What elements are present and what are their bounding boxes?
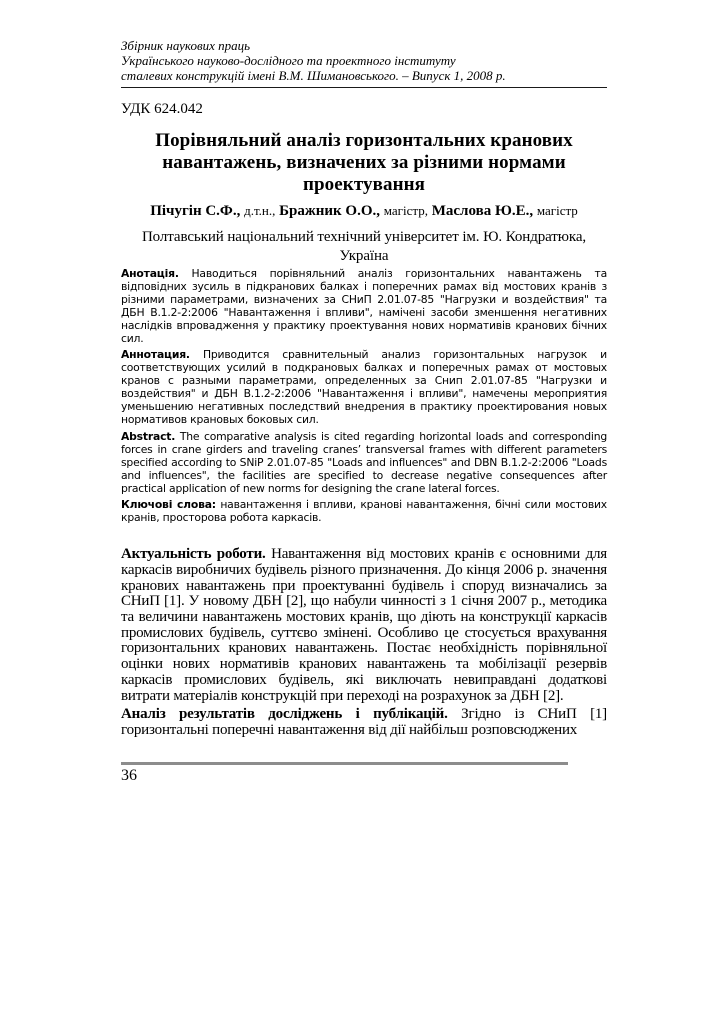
- author-degree: магістр,: [383, 203, 428, 218]
- body-paragraph-analysis-lead: Аналіз результатів досліджень і публікацій.: [121, 706, 448, 723]
- author-degree: магістр: [536, 203, 578, 218]
- abstract-ru: [121, 349, 607, 426]
- paper-title: Порівняльний аналіз горизонтальних кранових навантажень, визначених за різними нормами проектування: [155, 130, 573, 195]
- author-name: Маслова Ю.Е.,: [431, 203, 534, 219]
- abstract-ru-label: Аннотация.: [121, 348, 190, 362]
- abstract-ua-text: Наводиться порівняльний аналіз горизонтальних навантажень та відповідних зусиль в підкранових балках і поперечних рамах від мостових кранів з різними параметрами, визначених за СНиП 2.01.07-85 "Нагрузки и воздействия" та ДБН В.1.2-2:2006 "Навантаження і впливи", намічені засоби зменшення негативних наслідків впровадження у практику проектування нових нормативів кранових бічних сил.: [121, 267, 607, 345]
- affiliation: [121, 228, 607, 266]
- abstract-ru-text: Приводится сравнительный анализ горизонтальных нагрузок и соответствующих усилий в подкрановых балках и поперечных рамах от мостовых кранов с разными параметрами, определенных за Снип 2.01.07-85 "Нагрузки и воздействия" и ДБН В.1.2-2:2006 "Навантаження і впливи", намечены мероприятия уменьшению негативных последствий внедрения в практику проектирования новых нормативов крановых боковых сил.: [121, 348, 608, 426]
- body-paragraph-relevance: [121, 547, 607, 704]
- udc-code: УДК 624.042: [121, 101, 203, 117]
- body-paragraph-analysis: [121, 707, 607, 738]
- body-paragraph-analysis-text: Згідно із СНиП [1] горизонтальні поперечні навантаження від дії найбільш розповсюджених: [121, 706, 607, 738]
- abstract-en-label: Abstract.: [121, 429, 176, 443]
- body-paragraph-relevance-lead: Актуальність роботи.: [121, 546, 266, 563]
- affiliation-line-1: Полтавський національний технічний університет ім. Ю. Кондратюка,: [141, 229, 587, 245]
- journal-header-line-2: Українського науково-дослідного та проектного інституту: [121, 53, 456, 68]
- journal-header-line-1: Збірник наукових праць: [121, 38, 251, 53]
- abstract-en-text: The comparative analysis is cited regarding horizontal loads and corresponding forces in crane girders and traveling cranes’ transversal frames with different parameters specified according to SNiP 2.01.07-85 "Loads and influences" and DBN B.1.2-2:2006 "Loads and influences", the facilities are specified to decrease negative consequences after practical application of new norms for designing the crane lateral forces.: [121, 429, 607, 495]
- body-paragraph-relevance-text: Навантаження від мостових кранів є основними для каркасів виробничих будівель різного призначення. До кінця 2006 р. значення кранових навантажень при проектуванні будівель і споруд визначались за СНиП [1]. У новому ДБН [2], що набули чинності з 1 січня 2007 р., методика та величини навантажень мостових кранів, що діють на конструкції каркасів промислових будівель, суттєво змінені. Особливо це стосується врахування горизонтальних кранових навантажень. Постає необхідність порівняльної оцінки нових нормативів кранових навантажень та мобілізації резервів каркасів промислових будівель, які виключать невиправдані додаткові витрати матеріалів конструкцій при переході на розрахунок за ДБН [2].: [121, 546, 607, 704]
- authors-line: [121, 201, 607, 221]
- journal-header-line-3: сталевих конструкцій імені В.М. Шимановського. – Випуск 1, 2008 р.: [121, 68, 506, 83]
- keywords-label: Ключові слова:: [121, 498, 216, 512]
- abstract-ua-label: Анотація.: [121, 267, 179, 280]
- page-content: [121, 0, 607, 739]
- keywords-text: навантаження і впливи, кранові навантаження, бічні сили мостових кранів, просторова робота каркасів.: [121, 498, 607, 525]
- author-degree: д.т.н.,: [244, 203, 276, 218]
- journal-header: [121, 38, 607, 88]
- keywords: [121, 499, 607, 525]
- abstract-en: [121, 431, 607, 496]
- affiliation-line-2: Україна: [339, 248, 389, 264]
- author-name: Пічугін С.Ф.,: [150, 203, 241, 219]
- author-name: Бражник О.О.,: [279, 203, 381, 219]
- abstract-ua: [121, 268, 607, 345]
- page-footer: [121, 762, 607, 785]
- page-number: 36: [121, 767, 137, 784]
